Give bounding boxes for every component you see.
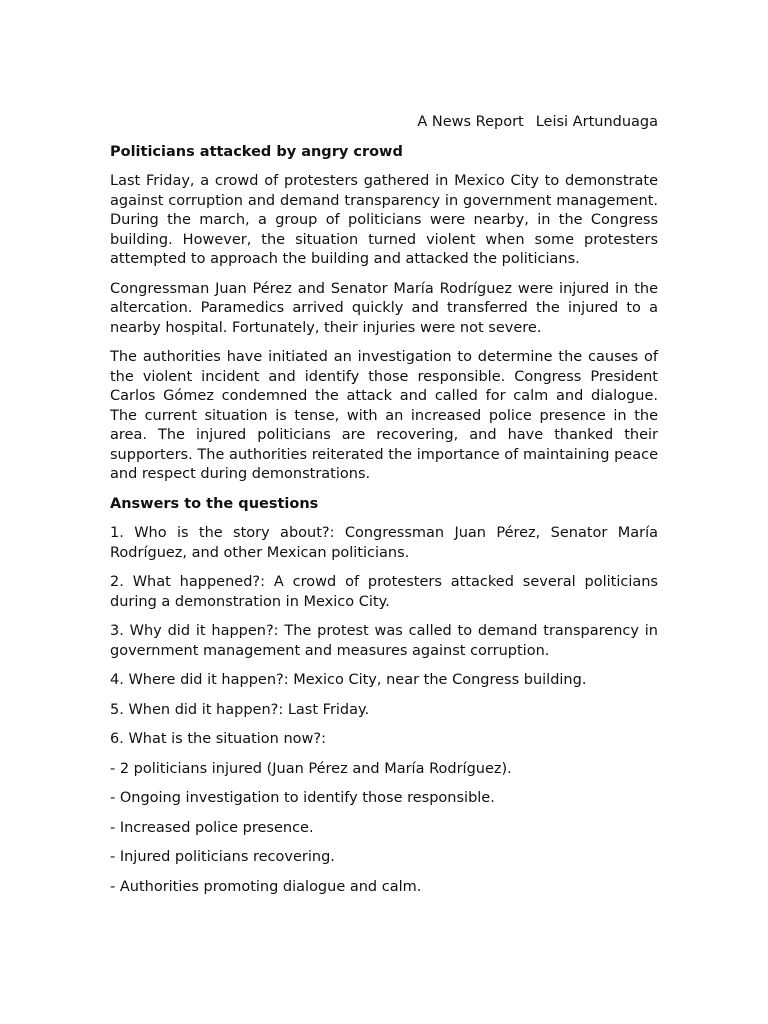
- answer-item: 6. What is the situation now?:: [110, 731, 326, 747]
- article-headline: Politicians attacked by angry crowd: [110, 143, 403, 160]
- situation-item: - Increased police presence.: [110, 819, 314, 836]
- answer-item: 4. Where did it happen?: Mexico City, near the Congress building.: [110, 672, 587, 688]
- situation-item: - Injured politicians recovering.: [110, 849, 335, 865]
- document-header: [110, 113, 658, 133]
- answer-item: 5. When did it happen?: Last Friday.: [110, 701, 370, 718]
- answer-item: 1. Who is the story about?: Congressman Juan Pérez, Senator María Rodríguez, and other Mexican politicians.: [110, 525, 658, 561]
- situation-item: - Authorities promoting dialogue and calm.: [110, 878, 422, 895]
- article-paragraph: Congressman Juan Pérez and Senator María Rodríguez were injured in the altercation. Paramedics arrived quickly and transferred the injured to a nearby hospital. Fortunately, their injuries were not severe.: [110, 280, 658, 336]
- document-page: [110, 113, 658, 907]
- article-paragraph: The authorities have initiated an investigation to determine the causes of the violent incident and identify those responsible. Congress President Carlos Gómez condemned the attack and called for calm and dialogue. The current situation is tense, with an increased police presence in the area. The injured politicians are recovering, and have thanked their supporters. The authorities reiterated the importance of maintaining peace and respect during demonstrations.: [110, 349, 658, 482]
- answer-item: 2. What happened?: A crowd of protesters attacked several politicians during a demonstration in Mexico City.: [110, 574, 658, 610]
- situation-item: - 2 politicians injured (Juan Pérez and María Rodríguez).: [110, 760, 512, 777]
- answer-item: 3. Why did it happen?: The protest was called to demand transparency in government management and measures against corruption.: [110, 623, 658, 659]
- report-title: A News Report: [417, 114, 524, 130]
- article-paragraph: Last Friday, a crowd of protesters gathered in Mexico City to demonstrate against corruption and demand transparency in government management. During the march, a group of politicians were nearby, in the Congress building. However, the situation turned violent when some protesters attempted to approach the building and attacked the politicians.: [110, 173, 658, 267]
- situation-item: - Ongoing investigation to identify those responsible.: [110, 790, 495, 806]
- author-name: Leisi Artunduaga: [535, 114, 658, 130]
- answers-heading: Answers to the questions: [110, 495, 319, 512]
